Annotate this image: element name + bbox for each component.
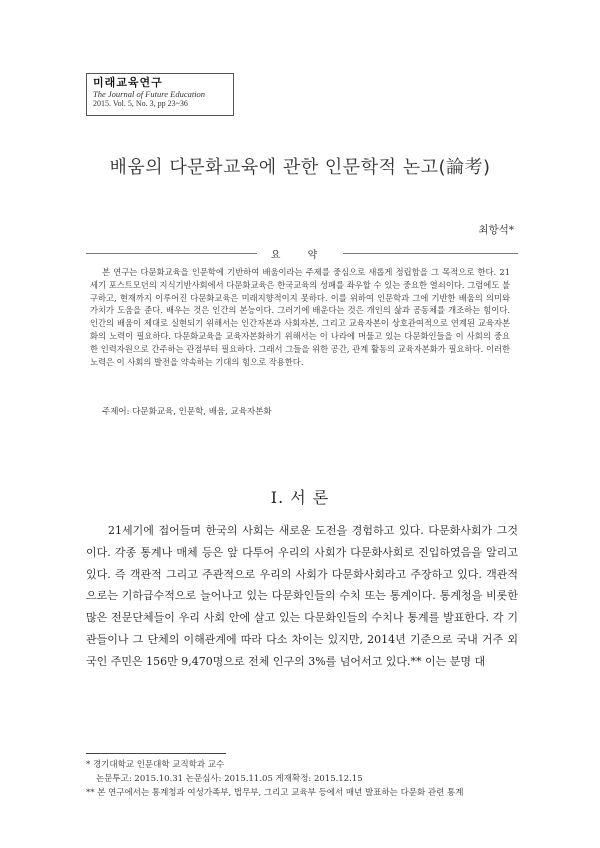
footnotes: [86, 758, 526, 800]
footnote-dates: 논문투고: 2015.10.31 논문심사: 2015.11.05 게재확정: 2015.12.15: [96, 774, 363, 784]
footnote-statistics: ** 본 연구에서는 통계청과 여성가족부, 법무부, 그리고 교육부 등에서 매년 발표하는 다문화 관련 통계: [86, 788, 464, 798]
author-name: 최항석*: [478, 224, 514, 236]
footnote-affiliation: * 경기대학교 인문대학 교직학과 교수: [86, 760, 225, 770]
journal-name: 미래교육연구: [93, 76, 163, 89]
journal-volume-info: 2015. Vol. 5, No. 3, pp 23~36: [93, 99, 188, 108]
paper-title: 배움의 다문화교육에 관한 인문학적 논고(論考): [109, 157, 491, 178]
footnote-divider: [86, 753, 226, 754]
abstract-heading-wrap: [0, 246, 600, 261]
section-title: I. 서 론: [270, 488, 330, 507]
keywords: 주제어: 다문화교육, 인문학, 배움, 교육자본화: [102, 407, 272, 417]
journal-header-box: [86, 73, 234, 116]
journal-name-english: The Journal of Future Education: [93, 89, 206, 99]
section-body: 21세기에 접어들며 한국의 사회는 새로운 도전을 경험하고 있다. 다문화사회가 그것이다. 각종 통계나 매체 등은 앞 다투어 우리의 사회가 다문화사회로 진입하였음을 알리고 있다. 즉 객관적 그리고 주관적으로 우리의 사회가 다문화사회라고 주장하고 있다. 객관적으로는 기하급수적으로 늘어나고 있는 다문화인들의 수치 또는 통계이다. 통계청을 비롯한 많은 전문단체들이 우리 사회 안에 살고 있는 다문화인들의 수치나 통계를 발표한다. 각 기관들이나 그 단체의 이해관계에 따라 다소 차이는 있지만, 2014년 기준으로 국내 거주 외국인 주민은 156만 9,470명으로 전체 인구의 3%를 넘어서고 있다.** 이는 분명 대: [86, 524, 518, 668]
abstract-heading: 요 약: [257, 250, 344, 261]
abstract-text: 본 연구는 다문화교육을 인문학에 기반하여 배움이라는 주제를 중심으로 새롭게 정립함을 그 목적으로 한다. 21세기 포스트모던의 지식기반사회에서 다문화교육은 한국교육의 성패를 좌우할 수 있는 중요한 열쇠이다. 그럼에도 불구하고, 현재까지 이루어진 다문화교육은 미래지향적이지 못하다. 이를 위하여 인문학과 그에 기반한 배움의 의미와 가치가 도움을 준다. 배우는 것은 인간의 본능이다. 그러기에 배운다는 것은 개인의 삶과 공동체를 개조하는 힘이다. 인간의 배움이 제대로 실현되기 위해서는 인간자본과 사회자본, 그리고 교육자본이 상호관여적으로 연계된 교육자본화의 노력이 필요하다. 다문화교육을 교육자본화하기 위해서는 이 나라에 머물고 있는 다문화인들을 이 사회의 중요한 인력자원으로 간주하는 관점부터 필요하다. 그래서 그들을 위한 공간, 관계 활동의 교육자본화가 필요하다. 이러한 노력은 이 사회의 발전을 약속하는 기대의 힘으로 작용한다.: [90, 267, 510, 367]
